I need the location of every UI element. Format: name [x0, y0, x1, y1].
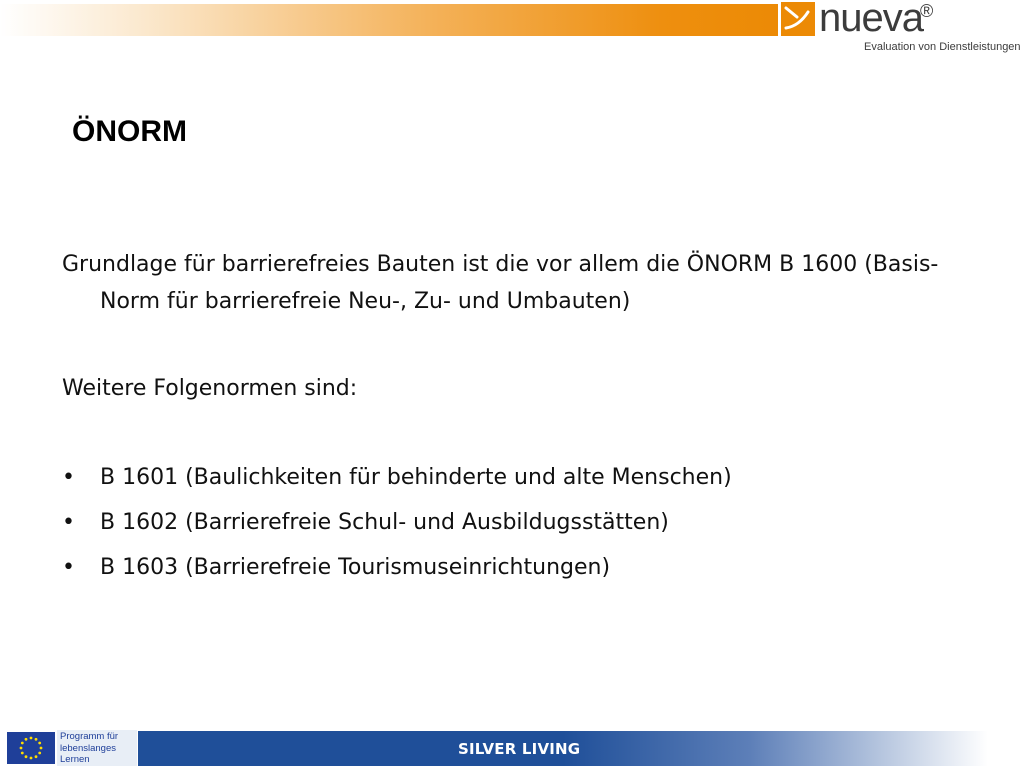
intro-paragraph: Grundlage für barrierefreies Bauten ist die vor allem die ÖNORM B 1600 (Basis-Norm für barrierefreie Neu-, Zu- und Umbauten): [62, 252, 939, 314]
bullet-icon: •: [62, 510, 75, 535]
program-logo: [5, 730, 135, 766]
slide-title: ÖNORM: [72, 115, 187, 148]
list-item: [62, 459, 942, 496]
nueva-logo: [781, 2, 1021, 62]
slide-body: [62, 246, 942, 594]
eu-flag-icon: [7, 732, 55, 764]
list-item: [62, 504, 942, 541]
bullet-icon: •: [62, 465, 75, 490]
list-item: [62, 549, 942, 586]
list-item-text: B 1602 (Barrierefreie Schul- und Ausbildugsstätten): [100, 510, 669, 535]
bullet-icon: •: [62, 555, 75, 580]
followup-paragraph: Weitere Folgenormen sind:: [62, 376, 358, 401]
registered-mark: ®: [920, 1, 934, 21]
list-item-text: B 1603 (Barrierefreie Tourismuseinrichtungen): [100, 555, 611, 580]
header-gradient-bar: [0, 4, 778, 36]
list-item-text: B 1601 (Baulichkeiten für behinderte und alte Menschen): [100, 465, 732, 490]
nueva-logo-icon: [781, 2, 815, 36]
footer-label: SILVER LIVING: [458, 740, 581, 758]
logo-tagline: Evaluation von Dienstleistungen: [864, 41, 1021, 53]
norms-list: [62, 459, 942, 586]
logo-wordmark: nueva: [819, 0, 923, 40]
program-logo-text: Programm für lebenslanges Lernen: [57, 730, 137, 766]
